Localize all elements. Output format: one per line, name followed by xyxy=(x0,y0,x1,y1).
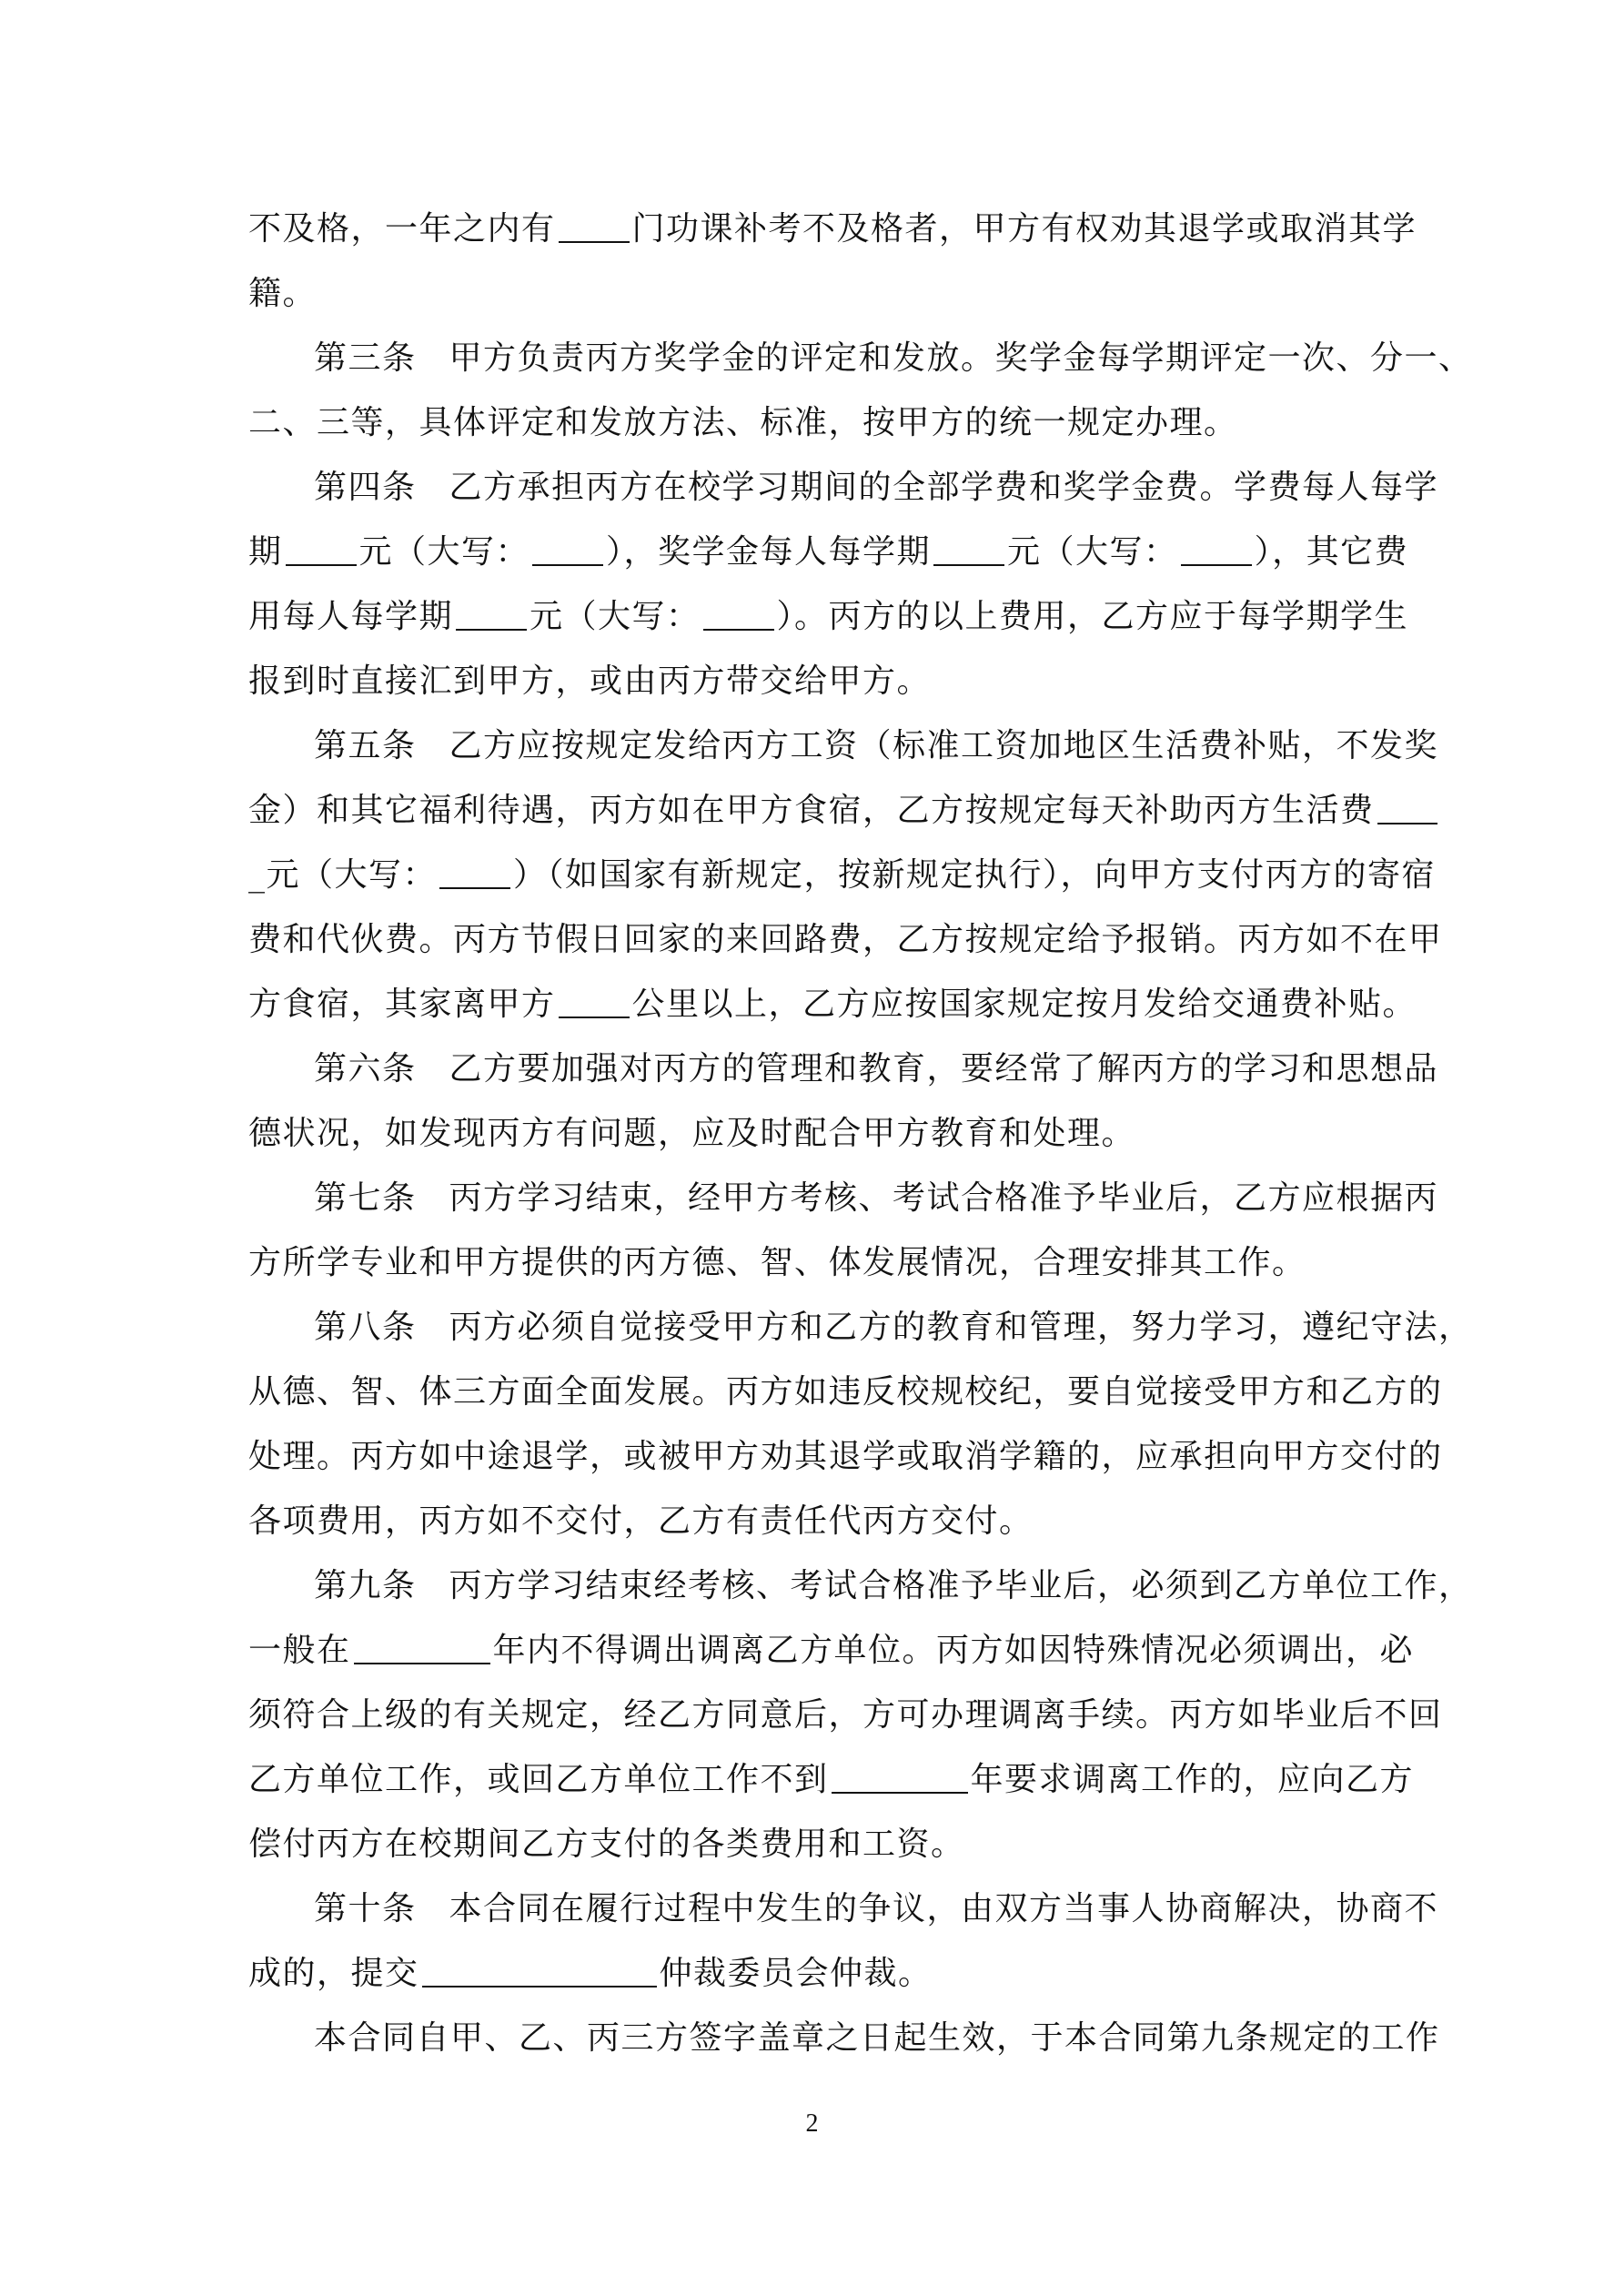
text-line xyxy=(248,1489,1381,1553)
text-segment: 元（大写： xyxy=(530,598,701,635)
article-title: 第五条 xyxy=(314,727,417,764)
article-3 xyxy=(248,326,1473,455)
text-segment: 元（大写： xyxy=(1007,533,1178,571)
text-line xyxy=(248,1101,1381,1166)
article-6 xyxy=(248,1037,1439,1166)
text-segment: 成的，提交 xyxy=(248,1955,419,1992)
article-title: 第三条 xyxy=(314,339,417,377)
fill-in-blank xyxy=(933,535,1004,566)
text-segment: 偿付丙方在校期间乙方支付的各类费用和工资。 xyxy=(248,1826,965,1863)
fill-in-blank xyxy=(559,987,630,1018)
text-segment: 处理。丙方如中途退学，或被甲方劝其退学或取消学籍的，应承担向甲方交付的 xyxy=(248,1438,1443,1475)
text-line xyxy=(248,1295,1473,1360)
text-line xyxy=(248,778,1381,843)
text-segment: 本合同自甲、乙、丙三方签字盖章之日起生效，于本合同第九条规定的工作 xyxy=(314,2019,1440,2057)
text-line xyxy=(248,455,1439,520)
text-segment: 一般在 xyxy=(248,1632,351,1669)
text-line xyxy=(248,1941,1381,2006)
text-line xyxy=(248,1424,1443,1489)
text-segment: 乙方要加强对丙方的管理和教育，要经常了解丙方的学习和思想品 xyxy=(449,1050,1439,1087)
text-segment: 不及格，一年之内有 xyxy=(248,210,556,248)
text-segment: 仲裁委员会仲裁。 xyxy=(659,1955,933,1992)
fill-in-blank xyxy=(1181,535,1252,566)
article-title: 第十条 xyxy=(314,1890,417,1927)
text-segment: 乙方承担丙方在校学习期间的全部学费和奖学金费。学费每人每学 xyxy=(449,469,1439,506)
article-7 xyxy=(248,1166,1439,1295)
text-line xyxy=(248,261,1381,326)
article-2-continuation xyxy=(248,197,1417,326)
text-segment: 公里以上，乙方应按国家规定按月发给交通费补贴。 xyxy=(631,986,1417,1023)
fill-in-blank xyxy=(456,600,527,631)
effective-clause xyxy=(248,2006,1440,2070)
text-segment: ），其它费 xyxy=(1254,533,1409,571)
text-segment: 从德、智、体三方面全面发展。丙方如违反校规校纪，要自觉接受甲方和乙方的 xyxy=(248,1373,1443,1411)
text-line xyxy=(248,1360,1443,1424)
text-segment: 籍。 xyxy=(248,275,318,312)
article-title: 第七条 xyxy=(314,1179,417,1217)
article-4 xyxy=(248,455,1439,713)
article-title: 第九条 xyxy=(314,1567,417,1604)
fill-in-blank xyxy=(354,1633,490,1664)
fill-in-blank xyxy=(703,600,774,631)
text-segment: 本合同在履行过程中发生的争议，由双方当事人协商解决，协商不 xyxy=(449,1890,1439,1927)
text-line xyxy=(248,1618,1415,1683)
text-segment: 乙方单位工作，或回乙方单位工作不到 xyxy=(248,1761,829,1798)
text-segment: 丙方学习结束经考核、考试合格准予毕业后，必须到乙方单位工作， xyxy=(449,1567,1473,1604)
text-segment: 方所学专业和甲方提供的丙方德、智、体发展情况，合理安排其工作。 xyxy=(248,1244,1306,1281)
text-segment: 金）和其它福利待遇，丙方如在甲方食宿，乙方按规定每天补助丙方生活费 xyxy=(248,792,1375,829)
article-title: 第六条 xyxy=(314,1050,417,1087)
text-line xyxy=(248,1037,1439,1101)
text-line xyxy=(248,520,1409,584)
text-segment: 丙方必须自觉接受甲方和乙方的教育和管理，努力学习，遵纪守法， xyxy=(449,1309,1473,1346)
fill-in-blank xyxy=(422,1957,657,1988)
text-segment: 丙方学习结束，经甲方考核、考试合格准予毕业后，乙方应根据丙 xyxy=(449,1179,1439,1217)
text-segment: 各项费用，丙方如不交付，乙方有责任代丙方交付。 xyxy=(248,1502,1034,1540)
text-line xyxy=(248,1553,1473,1618)
text-segment: 门功课补考不及格者，甲方有权劝其退学或取消其学 xyxy=(631,210,1417,248)
text-segment: ）（如国家有新规定，按新规定执行），向甲方支付丙方的寄宿 xyxy=(513,856,1437,894)
text-line xyxy=(248,843,1437,907)
text-segment: 报到时直接汇到甲方，或由丙方带交给甲方。 xyxy=(248,663,932,700)
text-line xyxy=(248,907,1443,972)
fill-in-blank xyxy=(286,535,357,566)
text-line xyxy=(248,649,1381,713)
page-number: 2 xyxy=(805,2109,819,2138)
text-line xyxy=(248,713,1439,778)
contract-body xyxy=(248,197,1473,2070)
article-title: 第八条 xyxy=(314,1309,417,1346)
text-segment: 费和代伙费。丙方节假日回家的来回路费，乙方按规定给予报销。丙方如不在甲 xyxy=(248,921,1443,958)
text-segment: 年要求调离工作的，应向乙方 xyxy=(970,1761,1415,1798)
fill-in-blank xyxy=(832,1763,968,1794)
text-line xyxy=(248,1747,1415,1812)
article-title: 第四条 xyxy=(314,469,417,506)
text-segment: ）。丙方的以上费用，乙方应于每学期学生 xyxy=(776,598,1409,635)
article-10 xyxy=(248,1876,1439,2006)
text-line xyxy=(248,1230,1381,1295)
text-segment: 元（大写： xyxy=(358,533,530,571)
text-line xyxy=(248,197,1417,261)
text-segment: 二、三等，具体评定和发放方法、标准，按甲方的统一规定办理。 xyxy=(248,404,1238,441)
text-line xyxy=(248,1812,1381,1876)
text-segment: 方食宿，其家离甲方 xyxy=(248,986,556,1023)
text-line xyxy=(248,972,1417,1037)
text-segment: 德状况，如发现丙方有问题，应及时配合甲方教育和处理。 xyxy=(248,1115,1136,1152)
text-line xyxy=(248,326,1473,390)
article-5 xyxy=(248,713,1443,1037)
text-segment: ），奖学金每人每学期 xyxy=(606,533,932,571)
article-9 xyxy=(248,1553,1473,1876)
text-segment: 须符合上级的有关规定，经乙方同意后，方可办理调离手续。丙方如毕业后不回 xyxy=(248,1696,1443,1734)
text-line xyxy=(248,1166,1439,1230)
fill-in-blank xyxy=(532,535,603,566)
fill-in-blank xyxy=(1377,794,1437,824)
fill-in-blank xyxy=(439,858,510,889)
text-line xyxy=(248,2006,1440,2070)
text-segment: 年内不得调出调离乙方单位。丙方如因特殊情况必须调出，必 xyxy=(492,1632,1415,1669)
text-line xyxy=(248,390,1381,455)
text-segment: 甲方负责丙方奖学金的评定和发放。奖学金每学期评定一次、分一、 xyxy=(449,339,1473,377)
text-segment: 乙方应按规定发给丙方工资（标准工资加地区生活费补贴，不发奖 xyxy=(449,727,1439,764)
text-segment: _元（大写： xyxy=(248,856,438,894)
text-line xyxy=(248,1683,1443,1747)
article-8 xyxy=(248,1295,1473,1553)
fill-in-blank xyxy=(559,212,630,243)
text-line xyxy=(248,1876,1439,1941)
text-line xyxy=(248,584,1409,649)
text-segment: 期 xyxy=(248,533,283,571)
text-segment: 用每人每学期 xyxy=(248,598,454,635)
